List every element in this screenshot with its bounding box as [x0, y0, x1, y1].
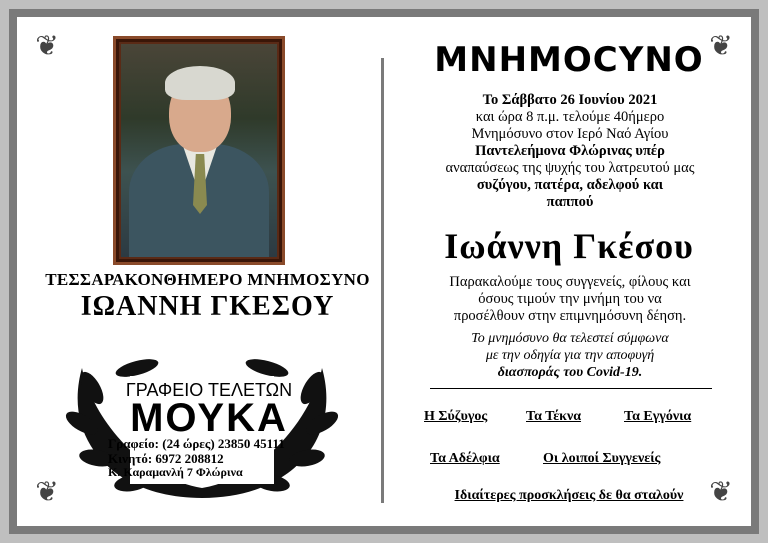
- funeral-home-name: ΜΟΥΚΑ: [130, 396, 288, 440]
- invitation-line: όσους τιμούν την μνήμη του να: [478, 291, 662, 307]
- invitation-line: Παρακαλούμε τους συγγενείς, φίλους και: [449, 274, 691, 290]
- no-invitations-note: Ιδιαίτερες προσκλήσεις δε θα σταλούν: [454, 488, 684, 503]
- ornament-top-right-icon: ❦: [709, 31, 733, 62]
- intro-line: συζύγου, πατέρα, αδελφού και: [476, 177, 664, 193]
- invitation-line: προσέλθουν στην επιμνημόσυνη δέηση.: [453, 308, 687, 324]
- covid-line: διασποράς του Covid-19.: [497, 365, 643, 380]
- funeral-home-address: Κ. Καραμανλή 7 Φλώρινα: [108, 465, 243, 479]
- intro-paragraph: [400, 92, 740, 211]
- invitation-paragraph: [400, 274, 740, 325]
- funeral-home-mobile-phone: Κινητό: 6972 208812: [108, 451, 224, 466]
- intro-line: και ώρα 8 π.μ. τελούμε 40ήμερο: [475, 109, 665, 125]
- intro-line: Μνημόσυνο στον Ιερό Ναό Αγίου: [471, 126, 669, 142]
- column-divider: [381, 58, 384, 503]
- funeral-home-label: ΓΡΑΦΕΙΟ ΤΕΛΕΤΩΝ: [125, 380, 293, 400]
- signatory-relatives: Οι λοιποί Συγγενείς: [543, 451, 661, 466]
- ornament-top-left-icon: ❦: [35, 31, 59, 62]
- signatory-spouse: Η Σύζυγος: [424, 409, 488, 424]
- signatory-siblings: Τα Αδέλφια: [430, 451, 500, 466]
- intro-line: αναπαύσεως της ψυχής του λατρευτού μας: [445, 160, 695, 176]
- signatory-children: Τα Τέκνα: [526, 409, 582, 424]
- covid-notice: [400, 330, 740, 381]
- portrait-frame: [113, 36, 285, 265]
- portrait-photo: [121, 44, 277, 257]
- covid-line: Το μνημόσυνο θα τελεστεί σύμφωνα: [471, 331, 669, 346]
- memorial-subtitle: ΤΕΣΣΑΡΑΚΟΝΘΗΜΕΡΟ ΜΝΗΜΟΣΥΝΟ: [45, 270, 370, 289]
- ornament-bottom-right-icon: ❦: [709, 477, 733, 508]
- intro-line: Παντελεήμονα Φλώρινας υπέρ: [475, 143, 665, 159]
- deceased-name: Ιωάννη Γκέσου: [444, 226, 694, 266]
- ornament-bottom-left-icon: ❦: [35, 477, 59, 508]
- intro-line: παππού: [546, 194, 594, 210]
- intro-line: Το Σάββατο 26 Ιουνίου 2021: [482, 92, 658, 108]
- signatory-grandchildren: Τα Εγγόνια: [624, 409, 692, 424]
- covid-line: με την οδηγία για την αποφυγή: [485, 348, 655, 363]
- funeral-home-office-phone: Γραφείο: (24 ώρες) 23850 45111: [108, 436, 285, 451]
- signature-divider: [430, 388, 712, 389]
- deceased-name-caps: ΙΩΑΝΝΗ ΓΚΕΣΟΥ: [80, 291, 335, 322]
- memorial-heading: ΜΝΗΜΟCΥΝΟ: [434, 40, 704, 80]
